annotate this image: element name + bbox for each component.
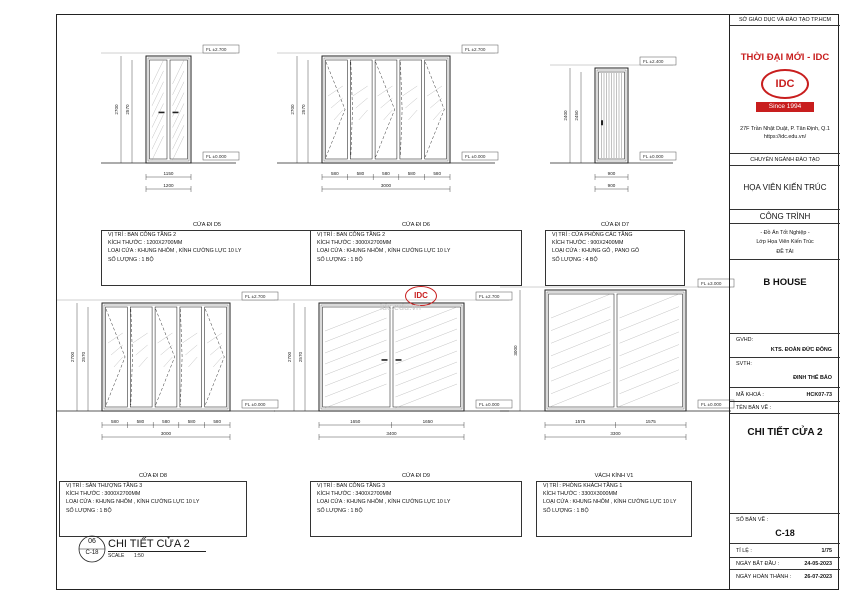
door-leaf: [617, 294, 683, 407]
glass-hatch: [136, 345, 148, 355]
glass-hatch: [173, 114, 185, 138]
glass-hatch: [207, 333, 222, 343]
dim-total: 3000: [380, 183, 392, 188]
course-cell: [730, 388, 840, 402]
spec-line: KÍCH THƯỚC : 1200X2700MM: [108, 240, 183, 247]
watermark-logo-text: IDC: [414, 291, 428, 300]
glass-hatch: [396, 329, 458, 353]
glass-hatch: [427, 86, 442, 96]
spec-line: SỐ LƯỢNG : 1 BỘ: [317, 256, 363, 263]
project-cell: [730, 224, 840, 260]
level-bottom-tag-text: FL ±0.000: [465, 154, 486, 159]
program-label-cell: [730, 154, 840, 166]
glass-hatch: [620, 382, 680, 406]
spec-line: VỊ TRÍ : BAN CÔNG TẦNG 2: [108, 232, 177, 238]
spec-line: KÍCH THƯỚC : 3300X3000MM: [543, 491, 618, 498]
door-handle: [382, 359, 388, 361]
door-leaf: [170, 60, 188, 159]
glass-hatch: [396, 384, 458, 408]
gvhd: KTS. ĐOÀN ĐỨC ĐÔNG: [770, 347, 832, 353]
door-frame: [545, 290, 686, 411]
glass-hatch: [620, 332, 680, 356]
project-label: CÔNG TRÌNH: [759, 212, 811, 221]
spec-line: KÍCH THƯỚC : 3000X2700MM: [317, 240, 392, 247]
dim-height: 2700: [70, 351, 75, 363]
door-frame: [319, 303, 464, 411]
spec-line: VỊ TRÍ : CỬA PHÒNG CÁC TẦNG: [552, 232, 633, 238]
level-bottom-tag-text: FL ±0.000: [643, 154, 664, 159]
sheet-no-label: SỐ BẢN VẼ :: [736, 517, 769, 523]
dim-leaf: 1575: [575, 419, 586, 424]
glass-hatch: [620, 345, 680, 369]
swing-line: [400, 62, 402, 157]
glass-hatch: [325, 362, 387, 386]
course-label: MÃ KHOÁ :: [736, 392, 764, 398]
glass-hatch: [182, 333, 197, 343]
glass-hatch: [173, 82, 185, 106]
dim-height-2: 2570: [81, 351, 86, 363]
end-date: 26-07-2023: [804, 574, 832, 580]
dim-total: 1200: [163, 183, 174, 188]
dim-height-2: 2450: [574, 110, 579, 121]
dim-leaf: 1650: [350, 419, 361, 424]
dim-total: 900: [607, 183, 616, 188]
level-bottom-tag-text: FL ±0.000: [479, 402, 500, 407]
glass-hatch: [325, 340, 387, 364]
glass-hatch: [378, 86, 393, 96]
glass-hatch: [551, 382, 611, 406]
dim-total: 3300: [610, 431, 621, 436]
glass-hatch: [152, 136, 164, 160]
program: HỌA VIÊN KIẾN TRÚC: [743, 183, 827, 192]
glass-hatch: [396, 318, 458, 342]
door-frame: [102, 303, 230, 411]
level-bottom-tag-text: FL ±0.000: [206, 154, 227, 159]
start-date: 24-05-2023: [804, 561, 832, 567]
spec-line: LOẠI CỬA : KHUNG NHÔM , KÍNH CƯỜNG LỰC 10 LY: [108, 248, 242, 255]
dim-height: 3000: [513, 345, 518, 356]
spec-box-d7: [545, 222, 685, 286]
dim-height: 2700: [287, 351, 292, 363]
glass-hatch: [173, 136, 185, 160]
spec-line: SỐ LƯỢNG : 1 BỘ: [543, 507, 589, 514]
glass-hatch: [173, 60, 185, 84]
project-line2: Lớp Họa Viên Kiến Trúc: [756, 239, 814, 245]
dim-total: 3000: [160, 431, 172, 436]
website: https://idc.edu.vn/: [763, 134, 807, 140]
glass-hatch: [396, 373, 458, 397]
topic-label: ĐỀ TÀI: [776, 249, 794, 255]
door-leaf: [393, 307, 461, 407]
door-leaf: [150, 60, 168, 159]
dim-leaf: 580: [433, 171, 442, 176]
drawing-title-underline: [108, 551, 206, 552]
sheet-no: C-18: [775, 528, 795, 538]
glass-hatch: [328, 86, 343, 96]
drawing-scale: 1:50: [134, 553, 144, 559]
glass-hatch: [331, 98, 343, 108]
swing-line: [106, 309, 125, 405]
glass-hatch: [353, 86, 368, 96]
level-bottom-tag-text: FL ±0.000: [701, 402, 722, 407]
logo-cell: [730, 26, 840, 154]
glass-hatch: [152, 114, 164, 138]
glass-hatch: [356, 98, 368, 108]
swing-line: [205, 309, 224, 405]
glass-hatch: [551, 370, 611, 394]
glass-hatch: [152, 71, 164, 95]
course: HCK07-73: [806, 392, 832, 398]
spec-line: KÍCH THƯỚC : 3000X2700MM: [66, 491, 141, 498]
glass-hatch: [551, 332, 611, 356]
door-leaf: [106, 307, 128, 407]
glass-hatch: [325, 307, 387, 331]
spec-line: KÍCH THƯỚC : 3400X2700MM: [317, 491, 392, 498]
scale-cell: [730, 544, 840, 558]
spec-line: LOẠI CỬA : KHUNG NHÔM , KÍNH CƯỜNG LỰC 10 LY: [317, 248, 451, 255]
glass-hatch: [551, 294, 611, 318]
drawing-scale-label: SCALE: [108, 553, 125, 559]
dim-leaf: 580: [110, 419, 119, 424]
dim-height: 2700: [114, 104, 119, 115]
spec-box-d5: [101, 222, 313, 286]
glass-hatch: [325, 351, 387, 375]
door-leaf: [350, 60, 372, 159]
level-top-tag-text: FL ±3.000: [701, 281, 722, 286]
swing-line: [376, 62, 395, 157]
spec-box-d6: [310, 222, 522, 286]
door-leaf: [326, 60, 348, 159]
scale-label: TỈ LỆ :: [736, 548, 752, 554]
dim-height: 2400: [563, 110, 568, 121]
glass-hatch: [133, 333, 148, 343]
dim-leaf: 580: [187, 419, 196, 424]
start-date-cell: [730, 558, 840, 570]
scale: 1/75: [821, 548, 832, 554]
glass-hatch: [551, 357, 611, 381]
sheet-name-cell: [730, 414, 840, 514]
dim-height-2: 2570: [298, 351, 303, 363]
spec-line: SỐ LƯỢNG : 1 BỘ: [66, 507, 112, 514]
glass-hatch: [108, 333, 123, 343]
door-frame-inner: [324, 58, 448, 161]
glass-hatch: [152, 60, 164, 84]
glass-hatch: [325, 318, 387, 342]
project-line1: - Đồ Án Tốt Nghiệp -: [760, 230, 810, 236]
svth-label: SVTH:: [736, 361, 752, 367]
level-bottom-tag-text: FL ±0.000: [245, 402, 266, 407]
door-handle: [396, 359, 402, 361]
glass-hatch: [551, 307, 611, 331]
spec-line: SỐ LƯỢNG : 4 BỘ: [552, 256, 598, 263]
end-label: NGÀY HOÀN THÀNH :: [736, 574, 792, 580]
door-handle: [173, 112, 179, 114]
door-frame: [146, 56, 191, 163]
glass-hatch: [152, 104, 164, 128]
spec-line: LOẠI CỬA : KHUNG NHÔM , KÍNH CƯỜNG LỰC 10 LY: [66, 499, 200, 506]
sheet-name-label-cell: [730, 402, 840, 414]
spec-box-d9: [310, 473, 522, 537]
spec-line: VỊ TRÍ : PHÒNG KHÁCH TẦNG 1: [543, 483, 623, 489]
door-frame-inner: [547, 292, 684, 409]
glass-hatch: [551, 345, 611, 369]
door-leaf: [375, 60, 397, 159]
dim-leaf: 580: [382, 171, 390, 176]
glass-hatch: [430, 98, 442, 108]
department: SỞ GIÁO DỤC VÀ ĐÀO TẠO TP.HCM: [738, 17, 832, 23]
drawing-number: 06: [88, 538, 96, 545]
dim-height-2: 2570: [301, 104, 306, 115]
dim-total: 3400: [386, 431, 397, 436]
glass-hatch: [381, 98, 393, 108]
glass-hatch: [152, 82, 164, 106]
door-leaf: [130, 307, 152, 407]
program-cell: [730, 166, 840, 210]
dim-leaf: 900: [607, 171, 616, 176]
spec-line: SỐ LƯỢNG : 1 BỘ: [108, 256, 154, 263]
door-leaf: [323, 307, 391, 407]
spec-title: CỬA ĐI D5: [192, 222, 222, 228]
gvhd-label: GVHD:: [736, 337, 754, 343]
glass-hatch: [402, 86, 417, 96]
dim-leaf: 580: [213, 419, 222, 424]
dim-leaf: 580: [162, 419, 170, 424]
swing-line: [131, 309, 133, 405]
project-label-cell: [730, 210, 840, 224]
swing-line: [351, 62, 353, 157]
dim-leaf: 580: [136, 419, 145, 424]
spec-line: VỊ TRÍ : BAN CÔNG TẦNG 2: [317, 232, 386, 238]
glass-hatch: [620, 370, 680, 394]
glass-hatch: [152, 125, 164, 149]
glass-hatch: [325, 373, 387, 397]
level-top-tag-text: FL ±2.400: [643, 59, 664, 64]
spec-line: VỊ TRÍ : BAN CÔNG TẦNG 3: [317, 483, 386, 489]
glass-hatch: [173, 125, 185, 149]
spec-title: CỬA ĐI D8: [138, 473, 168, 479]
swing-line: [156, 309, 175, 405]
glass-hatch: [188, 357, 197, 367]
glass-hatch: [359, 110, 368, 120]
glass-hatch: [620, 294, 680, 318]
sheet-name-label: TÊN BẢN VẼ :: [736, 405, 772, 411]
door-leaf: [205, 307, 227, 407]
glass-hatch: [396, 362, 458, 386]
spec-line: LOẠI CỬA : KHUNG NHÔM , KÍNH CƯỜNG LỰC 10 LY: [543, 499, 677, 506]
sheet-name: CHI TIẾT CỬA 2: [747, 427, 823, 438]
glass-hatch: [620, 307, 680, 331]
door-frame-inner: [321, 305, 462, 409]
spec-title: VÁCH KÍNH V1: [594, 473, 634, 479]
dim-height: 2700: [290, 104, 295, 115]
glass-hatch: [325, 384, 387, 408]
spec-line: SỐ LƯỢNG : 1 BỘ: [317, 507, 363, 514]
level-top-tag-text: FL ±2.700: [465, 47, 486, 52]
spec-title: CỬA ĐI D6: [401, 222, 431, 228]
dim-leaf: 580: [330, 171, 339, 176]
topic: B HOUSE: [763, 277, 807, 288]
department-cell: [730, 14, 840, 26]
program-label: CHUYÊN NGÀNH ĐÀO TẠO: [750, 157, 820, 163]
drawing-title: CHI TIẾT CỬA 2: [108, 538, 190, 550]
glass-hatch: [620, 319, 680, 343]
glass-hatch: [408, 110, 417, 120]
level-top-tag-text: FL ±2.700: [479, 294, 500, 299]
door-handle: [159, 112, 165, 114]
brand-title: THỜI ĐẠI MỚI - IDC: [740, 52, 830, 63]
dim-leaf: 1150: [163, 171, 174, 176]
swing-line: [180, 309, 182, 405]
door-frame: [322, 56, 450, 163]
spec-box-d8: [59, 473, 247, 537]
sheet-no-cell: [730, 514, 840, 544]
door-leaf: [549, 294, 615, 407]
dim-leaf: 1575: [645, 419, 656, 424]
glass-hatch: [111, 345, 123, 355]
brand-logo: [761, 69, 809, 99]
end-date-cell: [730, 570, 840, 590]
glass-hatch: [158, 333, 173, 343]
glass-hatch: [620, 357, 680, 381]
glass-hatch: [325, 329, 387, 353]
door-leaf: [180, 307, 202, 407]
title-block: [729, 14, 839, 590]
door-leaf: [400, 60, 422, 159]
glass-hatch: [405, 98, 417, 108]
glass-hatch: [396, 351, 458, 375]
glass-hatch: [210, 345, 222, 355]
spec-box-v1: [536, 473, 692, 537]
dim-height-2: 2570: [125, 104, 130, 115]
swing-line: [425, 62, 444, 157]
door-handle: [601, 120, 603, 125]
dim-leaf: 580: [356, 171, 365, 176]
glass-hatch: [551, 319, 611, 343]
topic-cell: [730, 260, 840, 334]
dim-leaf: 1650: [422, 419, 433, 424]
glass-hatch: [161, 345, 173, 355]
spec-title: CỬA ĐI D9: [401, 473, 431, 479]
door-leaf: [425, 60, 447, 159]
svth-cell: [730, 358, 840, 388]
glass-hatch: [139, 357, 148, 367]
door-leaf: [155, 307, 177, 407]
spec-line: VỊ TRÍ : SÂN THƯỢNG TẦNG 3: [66, 483, 143, 489]
glass-hatch: [173, 71, 185, 95]
brand-logo-text: IDC: [775, 78, 795, 90]
gvhd-cell: [730, 334, 840, 358]
glass-hatch: [173, 104, 185, 128]
drawing-sheet-ref: C-18: [85, 550, 99, 556]
since-badge: Since 1994: [756, 102, 814, 112]
level-top-tag-text: FL ±2.700: [245, 294, 266, 299]
spec-line: LOẠI CỬA : KHUNG NHÔM , KÍNH CƯỜNG LỰC 10 LY: [317, 499, 451, 506]
glass-hatch: [396, 340, 458, 364]
svth: ĐINH THẾ BẢO: [793, 375, 832, 381]
spec-line: LOẠI CỬA : KHUNG GỖ , PANO GỖ: [552, 248, 640, 255]
address: 27F Trần Nhật Duật, P. Tân Định, Q.1: [740, 126, 830, 132]
spec-line: KÍCH THƯỚC : 900X2400MM: [552, 240, 624, 247]
spec-title: CỬA ĐI D7: [600, 222, 630, 228]
level-top-tag-text: FL ±2.700: [206, 47, 227, 52]
watermark-url: idc.edu.vn: [380, 302, 422, 312]
swing-line: [326, 62, 345, 157]
door-frame-inner: [104, 305, 228, 409]
glass-hatch: [185, 345, 197, 355]
dim-leaf: 580: [407, 171, 416, 176]
start-label: NGÀY BẮT ĐẦU :: [736, 561, 779, 567]
